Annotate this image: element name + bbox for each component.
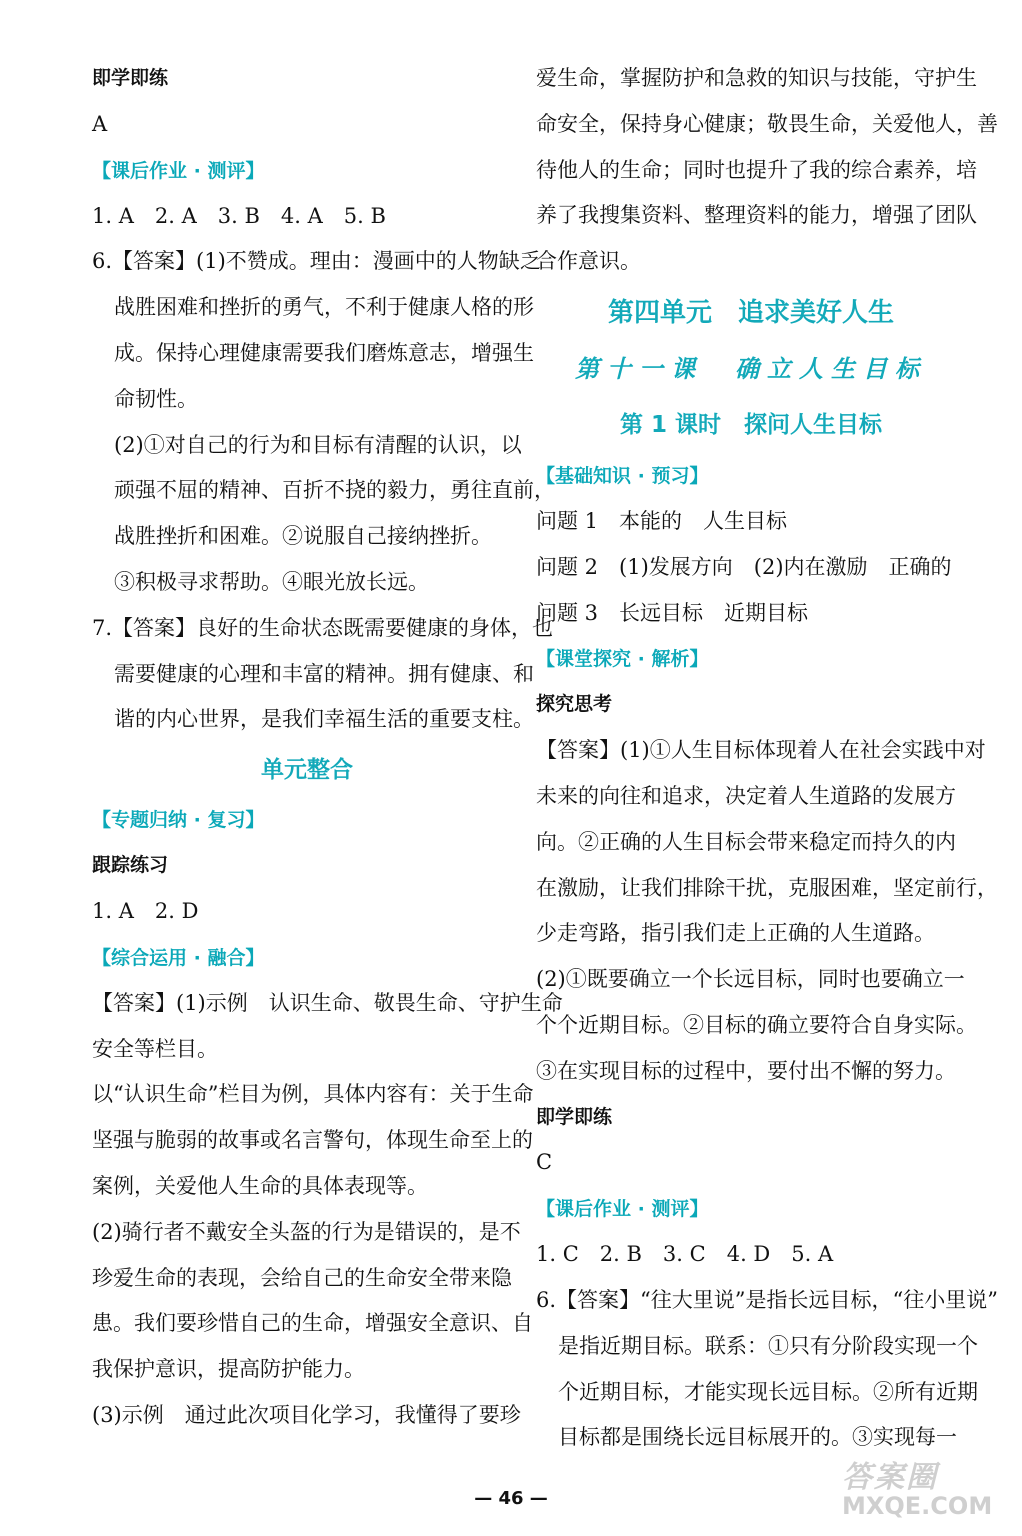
subheading: 即学即练	[536, 1105, 613, 1128]
text-line: 以“认识生命”栏目为例，具体内容有：关于生命	[92, 1082, 534, 1107]
left-column	[92, 56, 563, 1439]
subheading: 探究思考	[536, 693, 613, 716]
text-line: (3)示例 通过此次项目化学习，我懂得了要珍	[92, 1402, 521, 1427]
text-line: (2)①既要确立一个长远目标，同时也要确立一	[536, 967, 965, 992]
text-line: 问题 2 (1)发展方向 (2)内在激励 正确的	[536, 554, 952, 579]
watermark-logo	[842, 1452, 1012, 1530]
text-line: 【答案】(1)示例 认识生命、敬畏生命、守护生命	[92, 990, 563, 1015]
text-line: 个个近期目标。②目标的确立要符合自身实际。	[536, 1012, 977, 1037]
section-tag: 【课堂探究 · 解析】	[536, 648, 709, 671]
text-line: (2)①对自己的行为和目标有清醒的认识，以	[114, 432, 522, 457]
text-line: 坚强与脆弱的故事或名言警句，体现生命至上的	[92, 1128, 533, 1153]
section-tag: 【综合运用 · 融合】	[92, 946, 265, 969]
heading: 第十一课 确立人生目标	[575, 354, 927, 383]
watermark-line-1: 答案圈	[842, 1460, 938, 1495]
right-column	[536, 56, 998, 1461]
text-line: 命韧性。	[114, 386, 198, 411]
text-line: 问题 1 本能的 人生目标	[536, 508, 788, 533]
text-line: C	[536, 1150, 553, 1175]
text-line: 是指近期目标。联系：①只有分阶段实现一个	[558, 1333, 978, 1358]
text-line: 需要健康的心理和丰富的精神。拥有健康、和	[114, 661, 534, 686]
text-line: 我保护意识，提高防护能力。	[92, 1357, 365, 1382]
text-line: 【答案】(1)①人生目标体现着人在社会实践中对	[536, 738, 986, 763]
subheading: 跟踪练习	[92, 854, 169, 877]
text-line: 1. C 2. B 3. C 4. D 5. A	[536, 1242, 834, 1267]
text-line: 顽强不屈的精神、百折不挠的毅力，勇往直前，	[114, 478, 555, 503]
text-line: 未来的向往和追求，决定着人生道路的发展方	[536, 783, 956, 808]
heading: 第 1 课时 探问人生目标	[619, 411, 883, 438]
text-line: 待他人的生命；同时也提升了我的综合素养，培	[536, 157, 977, 182]
heading: 第四单元 追求美好人生	[607, 297, 894, 328]
text-line: 案例，关爱他人生命的具体表现等。	[92, 1173, 428, 1198]
text-line: 养了我搜集资料、整理资料的能力，增强了团队	[536, 203, 977, 228]
text-line: (2)骑行者不戴安全头盔的行为是错误的，是不	[92, 1219, 521, 1244]
subheading: 即学即练	[92, 67, 169, 89]
heading: 单元整合	[261, 757, 353, 784]
text-line: 1. A 2. A 3. B 4. A 5. B	[92, 203, 386, 228]
text-line: 合作意识。	[536, 249, 641, 274]
text-line: 7.【答案】良好的生命状态既需要健康的身体，也	[92, 615, 554, 640]
text-line: 安全等栏目。	[92, 1036, 218, 1061]
text-line: 珍爱生命的表现，会给自己的生命安全带来隐	[92, 1265, 512, 1290]
text-line: ③积极寻求帮助。④眼光放长远。	[114, 569, 429, 594]
text-line: 战胜挫折和困难。②说服自己接纳挫折。	[114, 524, 492, 549]
watermark-line-2: MXQE.COM	[842, 1492, 993, 1520]
text-line: 谐的内心世界，是我们幸福生活的重要支柱。	[114, 707, 534, 732]
text-line: 目标都是围绕长远目标展开的。③实现每一	[558, 1425, 957, 1450]
text-line: 少走弯路，指引我们走上正确的人生道路。	[536, 921, 935, 946]
text-line: 个近期目标，才能实现长远目标。②所有近期	[558, 1379, 978, 1404]
page-number: — 46 —	[474, 1488, 548, 1509]
text-line: 1. A 2. D	[92, 898, 199, 923]
text-line: 6.【答案】(1)不赞成。理由：漫画中的人物缺乏	[92, 249, 541, 274]
section-tag: 【课后作业 · 测评】	[536, 1198, 709, 1221]
text-line: 战胜困难和挫折的勇气，不利于健康人格的形	[114, 295, 534, 320]
text-line: ③在实现目标的过程中，要付出不懈的努力。	[536, 1058, 956, 1083]
text-line: 命安全，保持身心健康；敬畏生命，关爱他人，善	[536, 111, 998, 136]
text-line: 爱生命，掌握防护和急救的知识与技能，守护生	[536, 66, 977, 90]
text-line: 成。保持心理健康需要我们磨炼意志，增强生	[114, 340, 534, 365]
text-line: 在激励，让我们排除干扰，克服困难，坚定前行，	[536, 875, 998, 900]
text-line: 问题 3 长远目标 近期目标	[536, 600, 809, 625]
section-tag: 【专题归纳 · 复习】	[92, 809, 265, 832]
text-line: 6.【答案】“往大里说”是指长远目标，“往小里说”	[536, 1287, 998, 1312]
text-line: A	[92, 111, 108, 136]
text-line: 患。我们要珍惜自己的生命，增强安全意识、自	[92, 1311, 533, 1336]
section-tag: 【基础知识 · 预习】	[536, 464, 709, 487]
section-tag: 【课后作业 · 测评】	[92, 159, 265, 182]
text-line: 向。②正确的人生目标会带来稳定而持久的内	[536, 829, 956, 854]
